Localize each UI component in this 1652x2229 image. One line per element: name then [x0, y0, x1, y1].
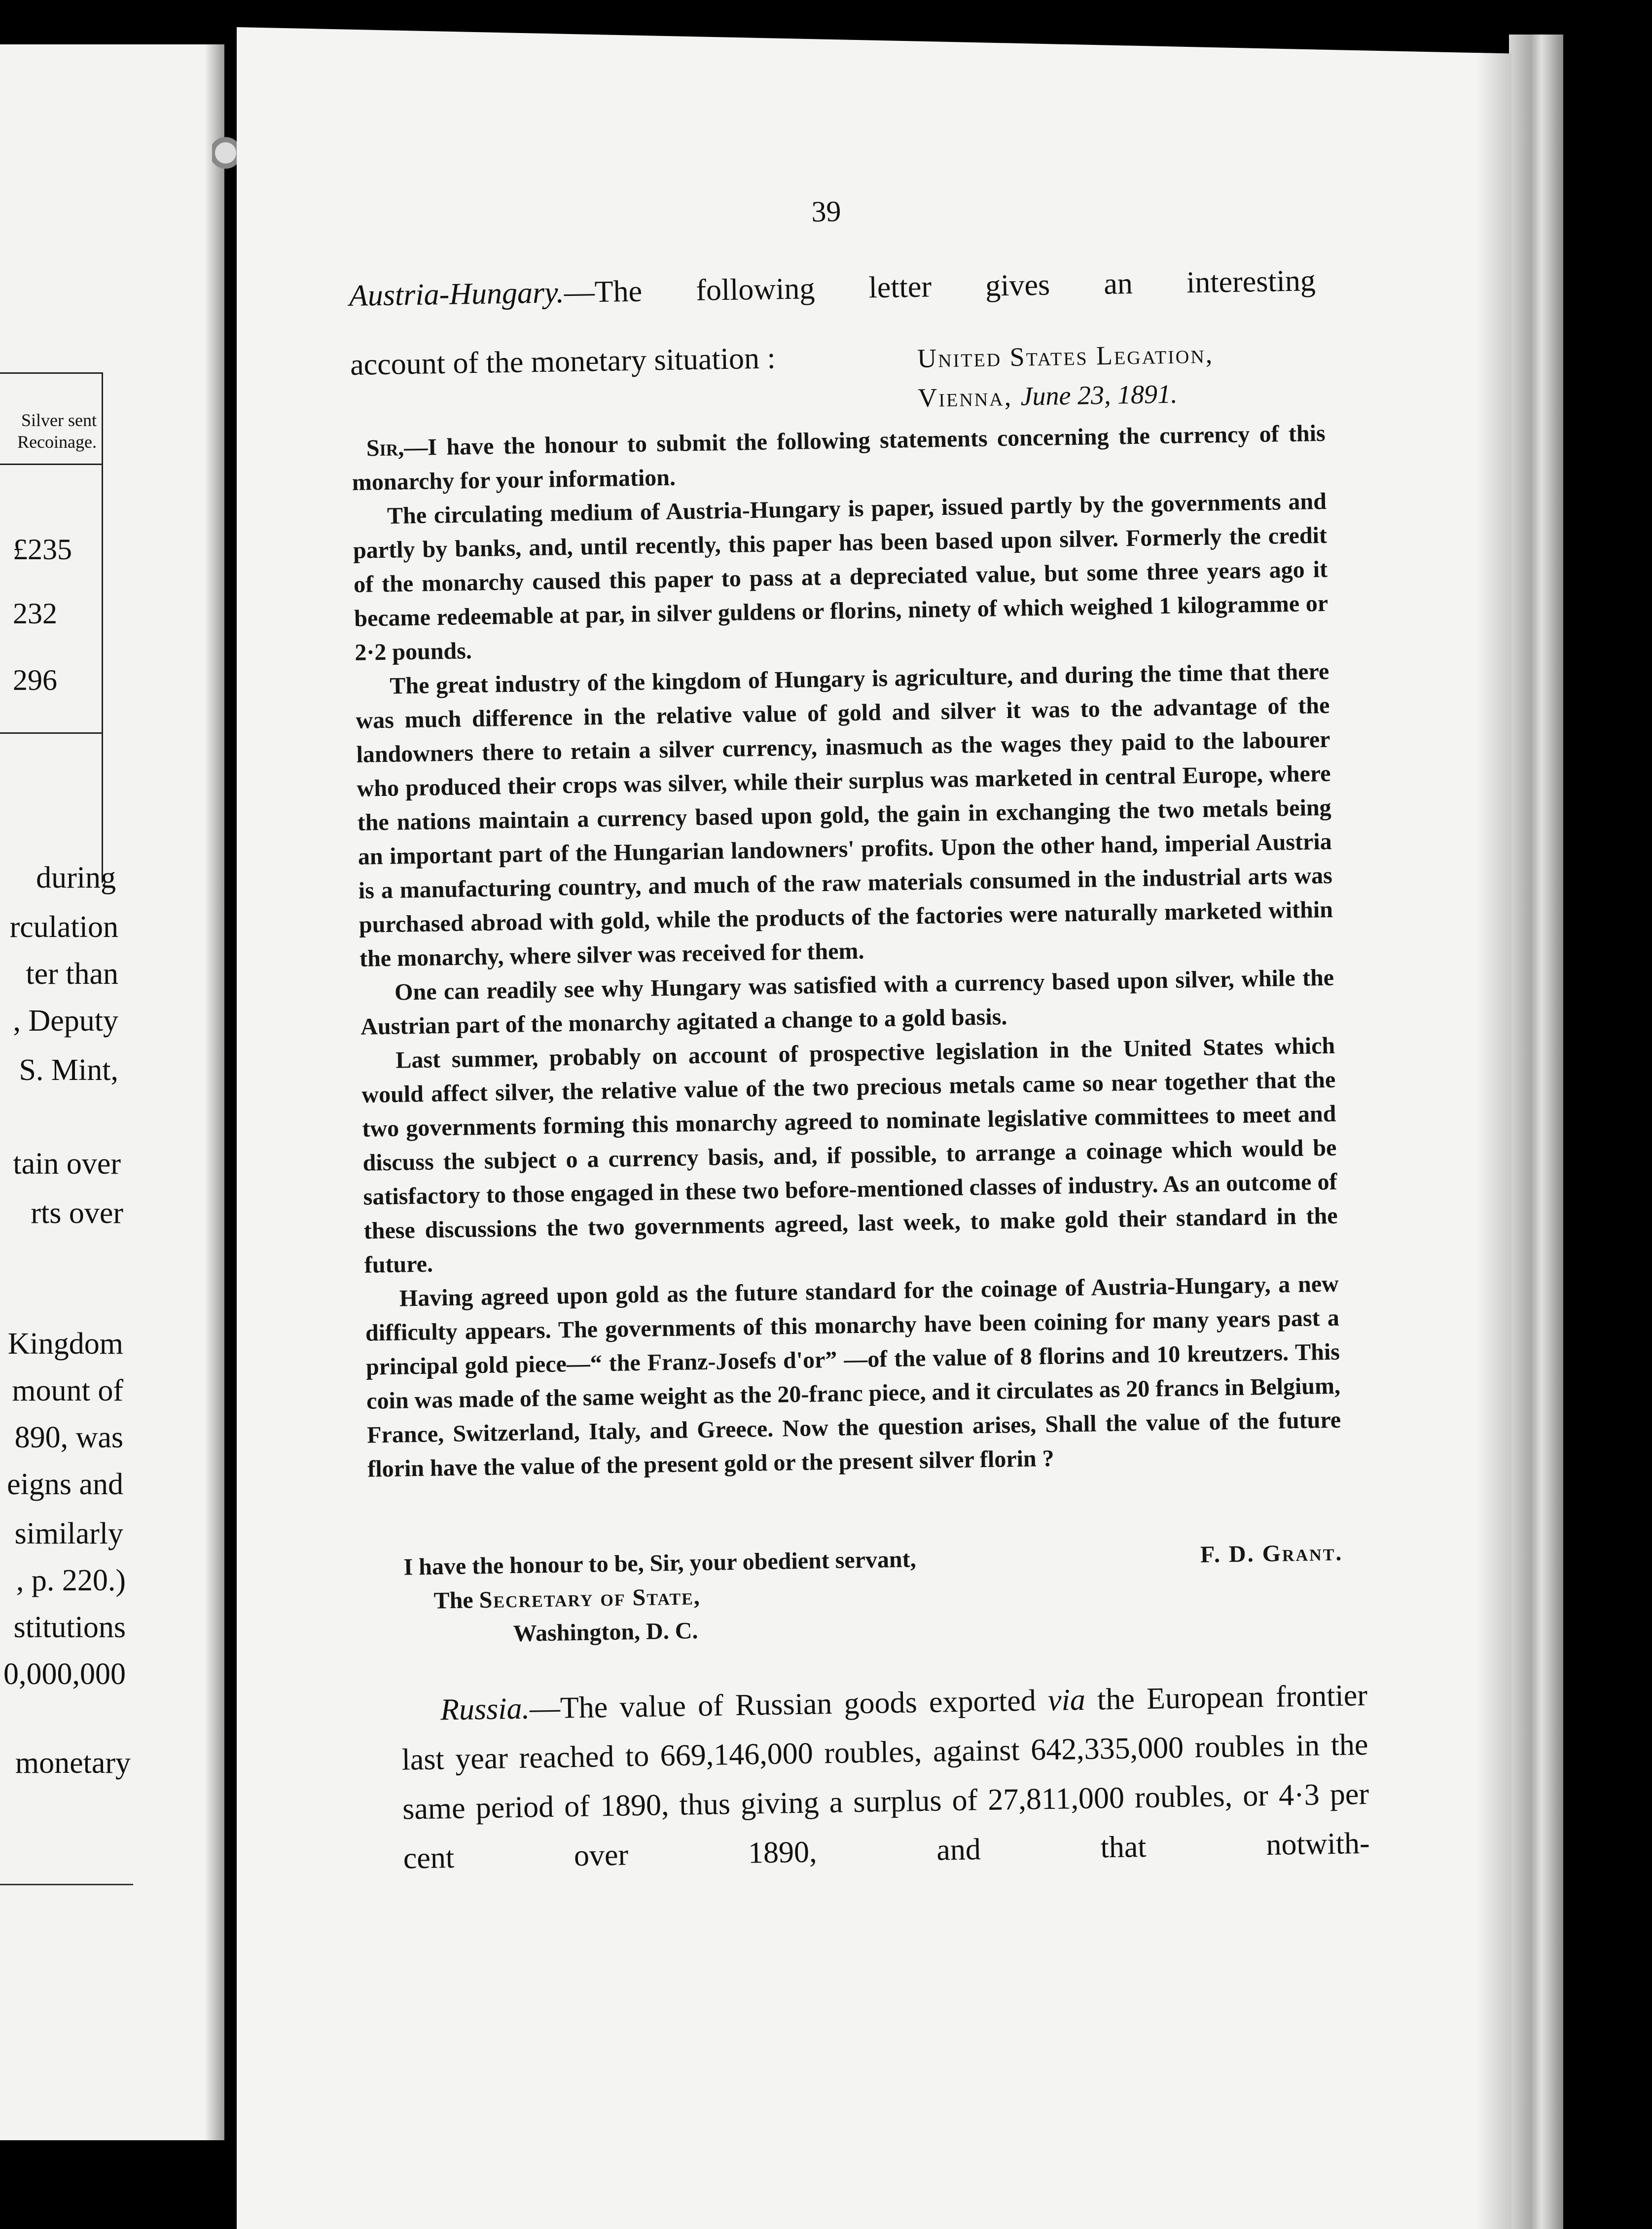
- letter-dateline: [917, 334, 1215, 417]
- left-text-line: eigns and: [7, 1468, 123, 1501]
- table-column-header: [0, 409, 97, 453]
- italic-word: via: [1047, 1683, 1086, 1718]
- signature: F. D. Grant.: [1200, 1539, 1343, 1568]
- page-edge-shadow: [1477, 27, 1511, 2229]
- left-text-line: , Deputy: [13, 1004, 118, 1038]
- russia-section: [400, 1671, 1370, 1883]
- letter-paragraph: One can readily see why Hungary was satisfied with a currency based upon silver, while the Austrian part of the monarchy agitated a change to a gold basis.: [360, 964, 1334, 1040]
- intro-text: account of the monetary situation :: [350, 341, 776, 382]
- recipient-prefix: The: [433, 1587, 473, 1614]
- table-bottom-rule: [0, 732, 102, 734]
- left-page-table: [0, 372, 103, 883]
- table-header-line: Recoinage.: [17, 432, 97, 452]
- gutter-shadow: [205, 44, 224, 2140]
- letter-paragraph: Having agreed upon gold as the future standard for the coinage of Austria-Hungary, a new difficulty appears. The governments of this monarchy have been coining for many years past a principal gold piece—“ the Franz-Josefs d'or” —of the value of 8 florins and 10 kreutzers. This coin was made of the same weight as the 20-franc piece, and it circulates as 20 francs in Belgium, France, Switzerland, Italy, and Greece. Now the question arises, Shall the value of the future florin have the value of the present gold or the present silver florin ?: [365, 1270, 1341, 1482]
- section-heading-russia: Russia.: [440, 1691, 530, 1727]
- recipient-city: Washington, D. C.: [513, 1618, 698, 1647]
- page-stack-edge: [1509, 35, 1563, 2229]
- letter-body: [351, 416, 1341, 1486]
- letter-paragraph: The circulating medium of Austria-Hungary is paper, issued partly by the governments and partly by banks, and, until recently, this paper has been based upon silver. Formerly the credit of the monarchy caused this paper to pass at a depreciated value, but some three years ago it became redeemable at par, in silver guldens or florins, ninety of which weighed 1 kilogramme or 2·2 pounds.: [353, 488, 1329, 666]
- table-top-rule: [0, 372, 102, 374]
- paragraph-text: —The value of Russian goods exported: [529, 1684, 1037, 1726]
- left-text-line: stitutions: [13, 1611, 126, 1644]
- left-text-line: Kingdom: [7, 1327, 123, 1361]
- table-header-line: Silver sent: [21, 410, 97, 430]
- paragraph-text: —I have the honour to submit the following statements concerning the currency of this monarchy for your information.: [352, 420, 1326, 496]
- recipient-office: Secretary of State,: [479, 1583, 701, 1614]
- left-text-line: similarly: [14, 1517, 123, 1550]
- intro-text: —The following letter gives an interesting: [564, 264, 1316, 310]
- table-header-rule: [0, 464, 102, 465]
- legation-name: United States Legation,: [917, 339, 1214, 373]
- russia-paragraph: [400, 1671, 1370, 1883]
- closing-line: I have the honour to be, Sir, your obedient servant,: [403, 1546, 916, 1581]
- left-text-line: ter than: [26, 957, 118, 991]
- salutation: Sir,: [366, 434, 404, 462]
- left-text-line: mount of: [12, 1374, 123, 1407]
- intro-line: [349, 246, 1316, 330]
- left-text-line: monetary: [15, 1746, 131, 1780]
- paragraph-text: the European frontier last year reached to 669,146,000 roubles, against 642,335,000 roubles in the same period of 1890, thus giving a surplus of 27,811,000 roubles, or 4·3 per cent over 1890, and that notwith-: [401, 1678, 1370, 1875]
- left-text-line: , p. 220.): [16, 1564, 126, 1597]
- letter-date: June 23, 1891.: [1020, 379, 1178, 411]
- table-cell: £235: [13, 533, 72, 566]
- left-footer-rule: [0, 1884, 133, 1885]
- left-page: [0, 44, 224, 2140]
- table-cell: 232: [13, 597, 57, 630]
- scan-blemish: [212, 121, 239, 185]
- table-cell: 296: [13, 664, 57, 696]
- left-text-line: rculation: [9, 910, 118, 944]
- left-text-line: 890, was: [14, 1421, 123, 1454]
- letter-paragraph: Last summer, probably on account of prospective legislation in the United States which would affect silver, the relative value of the two precious metals came so near together that the two governments forming this monarchy agreed to nominate legislative committees to meet and discuss the subject o a currency basis, and, if possible, to arrange a coinage which would be satisfactory to those engaged in these two before-mentioned classes of industry. As an outcome of these discussions the two governments agreed, last week, to make gold their standard in the future.: [361, 1032, 1338, 1278]
- letter-paragraph: The great industry of the kingdom of Hungary is agriculture, and during the time that there was much difference in the relative value of gold and silver it was to the advantage of the landowners there to retain a silver currency, inasmuch as the wages they paid to the labourer who produced their crops was silver, while their surplus was marketed in central Europe, where the nations maintain a currency based upon gold, the gain in exchanging the two metals being an important part of the Hungarian landowners' profits. Upon the other hand, imperial Austria is a manufacturing country, and much of the raw materials consumed in the industrial arts was purchased abroad with gold, while the products of the factories were naturally marketed within the monarchy, where silver was received for them.: [356, 658, 1333, 972]
- section-heading-austria-hungary: Austria-Hungary.: [349, 276, 565, 313]
- legation-city: Vienna,: [917, 381, 1013, 413]
- left-text-line: rts over: [31, 1196, 123, 1230]
- page-number: 39: [811, 195, 841, 228]
- left-text-line: 0,000,000: [3, 1657, 126, 1691]
- left-text-line: during: [36, 861, 116, 895]
- left-text-line: tain over: [13, 1147, 121, 1181]
- left-text-line: S. Mint,: [19, 1053, 118, 1087]
- letter-closing: [369, 1536, 1344, 1653]
